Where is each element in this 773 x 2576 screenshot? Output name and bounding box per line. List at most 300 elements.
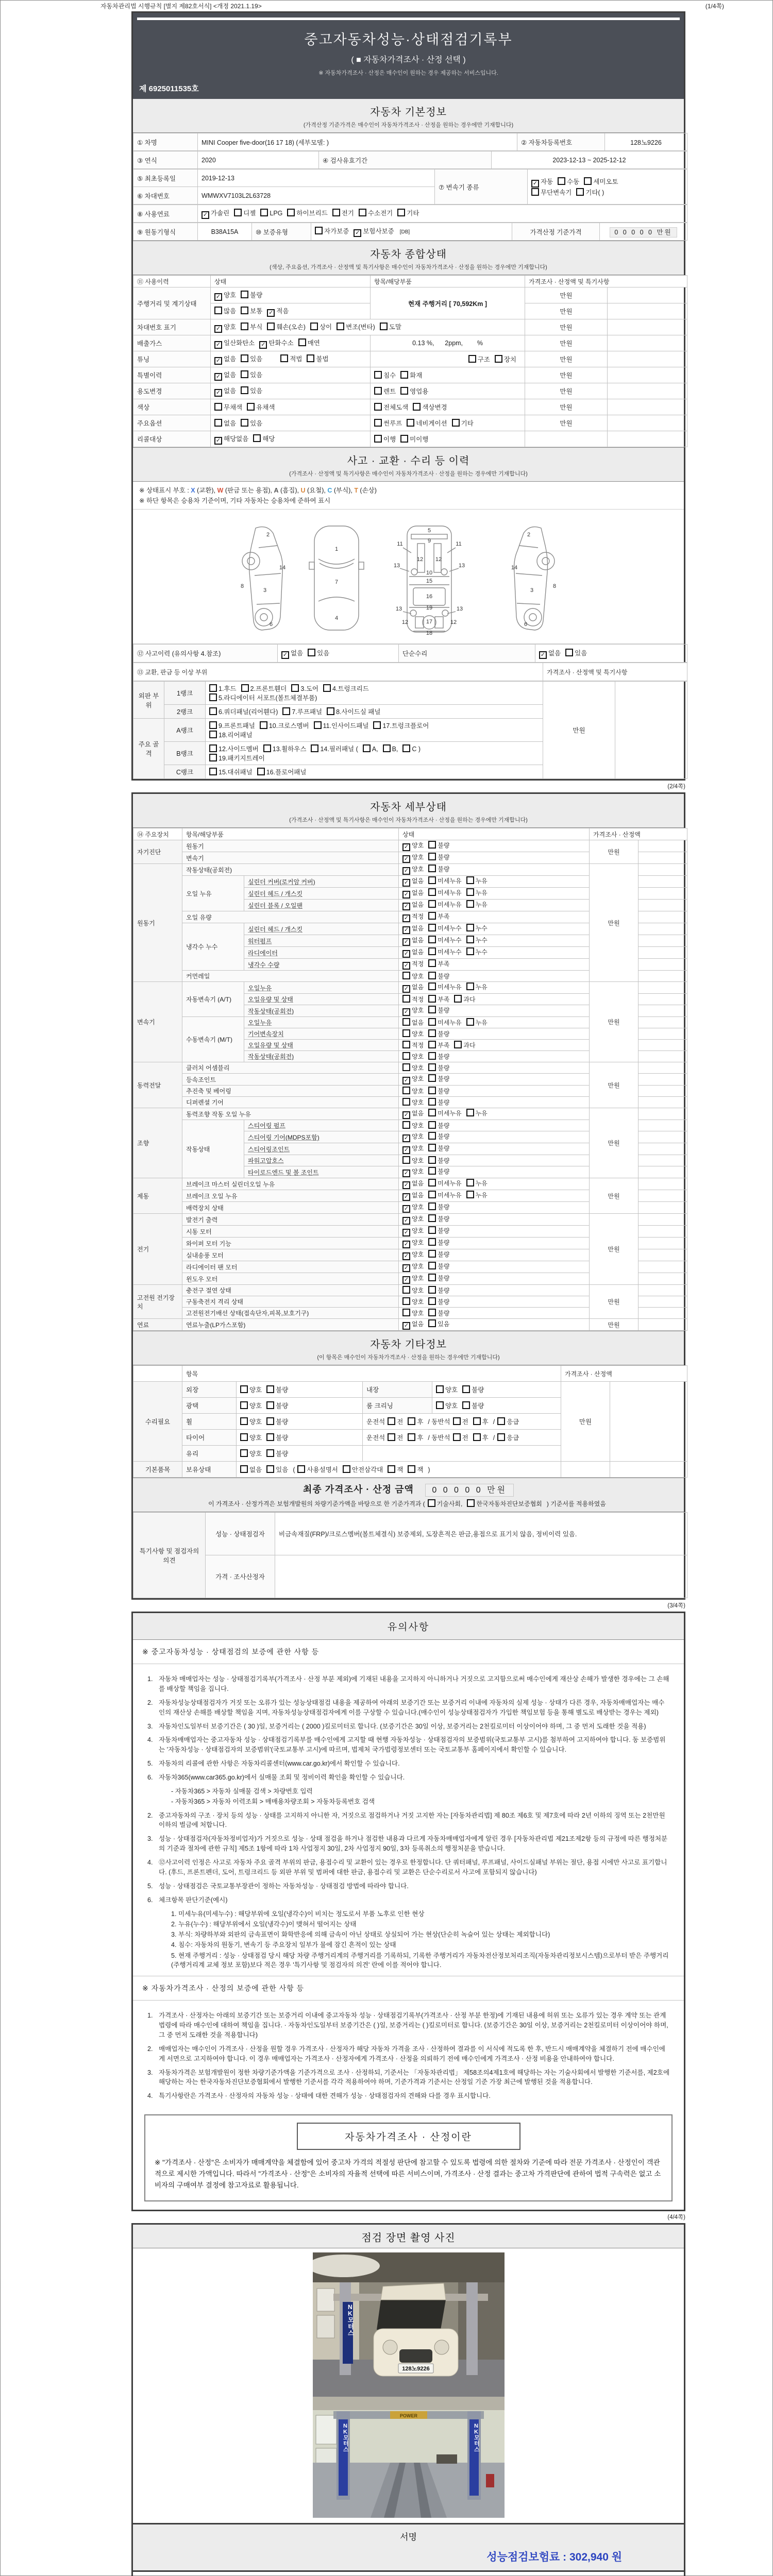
checkbox-후[interactable] bbox=[408, 1417, 423, 1426]
checkbox-장치[interactable] bbox=[495, 354, 516, 364]
checkbox-침수[interactable] bbox=[374, 370, 396, 380]
checkbox-상이[interactable] bbox=[310, 322, 332, 331]
checkbox-누수[interactable] bbox=[466, 936, 488, 944]
fuel-type[interactable] bbox=[198, 205, 687, 223]
checkbox-탄화수소[interactable] bbox=[259, 338, 293, 349]
checkbox-불량[interactable] bbox=[428, 1214, 449, 1223]
checkbox-불량[interactable] bbox=[428, 1074, 449, 1083]
checkbox-해당없음[interactable] bbox=[214, 434, 248, 445]
recall-target[interactable] bbox=[211, 431, 371, 447]
checkbox-미세누수[interactable] bbox=[428, 947, 461, 956]
cell bbox=[608, 415, 687, 431]
checkbox-불량[interactable] bbox=[266, 1417, 288, 1426]
tire-positions[interactable] bbox=[363, 1430, 561, 1446]
checkbox-없음[interactable] bbox=[214, 386, 236, 397]
room-cleaning[interactable] bbox=[432, 1398, 561, 1414]
checkbox-11.인사이드패널[interactable] bbox=[314, 721, 369, 730]
fuel-leak[interactable] bbox=[399, 1319, 590, 1331]
checkbox-양호[interactable] bbox=[214, 290, 236, 301]
accident-history[interactable] bbox=[278, 645, 399, 663]
checkbox-후[interactable] bbox=[408, 1433, 423, 1442]
checkbox-네비게이션[interactable] bbox=[407, 418, 447, 428]
wheel[interactable] bbox=[237, 1414, 363, 1430]
checkbox-미세누유[interactable] bbox=[428, 1179, 461, 1188]
checkbox-있음[interactable] bbox=[565, 648, 587, 657]
checkbox-없음[interactable] bbox=[402, 876, 424, 887]
panel-number-1: 1 bbox=[334, 546, 339, 552]
checkbox-불량[interactable] bbox=[428, 1250, 449, 1259]
checkbox-양호[interactable] bbox=[214, 322, 236, 333]
checkbox-양호[interactable] bbox=[402, 853, 424, 863]
checkbox-양호[interactable] bbox=[402, 865, 424, 875]
checkbox-한국자동차진단보증협회[interactable] bbox=[467, 1499, 542, 1508]
checkbox-해당[interactable] bbox=[253, 434, 275, 443]
inspection-insurance-fee: 성능점검보험료 : 302,940 원 bbox=[486, 2551, 622, 2563]
cv-joint[interactable] bbox=[399, 1074, 590, 1086]
at-oil-leak[interactable] bbox=[399, 982, 590, 994]
tuning-kind[interactable] bbox=[371, 351, 525, 367]
checkbox-없음[interactable] bbox=[402, 1018, 424, 1027]
checkbox-과다[interactable] bbox=[454, 995, 475, 1004]
wiper-motor[interactable] bbox=[399, 1238, 590, 1249]
checkbox-불량[interactable] bbox=[241, 290, 262, 299]
oil-leak-cover[interactable] bbox=[399, 876, 590, 888]
checkbox-없음[interactable] bbox=[240, 1465, 262, 1474]
checkbox-잭[interactable] bbox=[388, 1465, 403, 1474]
checkbox-양호[interactable] bbox=[402, 1074, 424, 1084]
hv-wiring[interactable] bbox=[399, 1308, 590, 1319]
checkbox-적음[interactable] bbox=[267, 306, 289, 317]
rankC-frames[interactable] bbox=[206, 765, 543, 779]
checkbox-잭[interactable] bbox=[408, 1465, 423, 1474]
checkbox-이행[interactable] bbox=[374, 434, 396, 444]
rankB-frames[interactable] bbox=[206, 742, 543, 765]
checkbox-양호[interactable] bbox=[240, 1433, 262, 1442]
checkbox-적정[interactable] bbox=[402, 995, 424, 1004]
special-history[interactable] bbox=[211, 367, 371, 383]
checkbox-전[interactable] bbox=[453, 1417, 468, 1426]
checkbox-양호[interactable] bbox=[402, 1167, 424, 1177]
checkbox-불량[interactable] bbox=[462, 1385, 484, 1394]
checkbox-전[interactable] bbox=[388, 1433, 403, 1442]
checkbox-도말[interactable] bbox=[380, 322, 401, 331]
checkbox-불량[interactable] bbox=[428, 972, 449, 980]
wheel-positions[interactable] bbox=[363, 1414, 561, 1430]
checkbox-보험사보증[interactable] bbox=[354, 226, 394, 237]
checkbox-양호[interactable] bbox=[240, 1417, 262, 1426]
checkbox-유채색[interactable] bbox=[247, 402, 275, 412]
checkbox-없음[interactable] bbox=[402, 924, 424, 934]
checkbox-불량[interactable] bbox=[428, 841, 449, 850]
checkbox-없음[interactable] bbox=[402, 1191, 424, 1201]
checkbox-16.플로어패널[interactable] bbox=[257, 767, 307, 776]
checkbox-불량[interactable] bbox=[266, 1385, 288, 1394]
mt-oil-level[interactable] bbox=[399, 1040, 590, 1051]
checkbox-수소전기[interactable] bbox=[359, 208, 393, 217]
coolant-leak-radiator[interactable] bbox=[399, 947, 590, 959]
checkbox-양호[interactable] bbox=[402, 1297, 424, 1306]
engine-idle[interactable] bbox=[399, 864, 590, 876]
checkbox-양호[interactable] bbox=[402, 1029, 424, 1038]
vin-marking[interactable] bbox=[211, 319, 525, 335]
checkbox-icon bbox=[428, 1297, 436, 1305]
checkbox-양호[interactable] bbox=[402, 1121, 424, 1130]
rank1-panels[interactable] bbox=[206, 682, 543, 705]
coolant-leak-head[interactable] bbox=[399, 923, 590, 935]
checkbox-5.라디에이터 서포트(볼트체결부품)[interactable] bbox=[209, 693, 317, 702]
checkbox-있음[interactable] bbox=[266, 1465, 288, 1474]
checkbox-있음[interactable] bbox=[308, 648, 329, 657]
checkbox-전[interactable] bbox=[453, 1433, 468, 1442]
checkbox-불법[interactable] bbox=[307, 354, 328, 363]
propshaft[interactable] bbox=[399, 1086, 590, 1097]
checkbox-불량[interactable] bbox=[428, 1156, 449, 1165]
checkbox-미세누수[interactable] bbox=[428, 936, 461, 944]
checkbox-미세누유[interactable] bbox=[428, 876, 461, 885]
checkbox-과다[interactable] bbox=[454, 1041, 475, 1049]
checkbox-label: 유채색 bbox=[256, 404, 275, 411]
checkbox-부족[interactable] bbox=[428, 912, 449, 921]
checkbox-불량[interactable] bbox=[428, 1274, 449, 1282]
common-rail[interactable] bbox=[399, 971, 590, 982]
cell bbox=[638, 1120, 687, 1131]
options-kind[interactable] bbox=[371, 415, 525, 431]
at-oil-level[interactable] bbox=[399, 994, 590, 1005]
checkbox-없음[interactable] bbox=[214, 370, 236, 381]
checkbox-불량[interactable] bbox=[266, 1449, 288, 1458]
checkbox-누유[interactable] bbox=[466, 888, 488, 897]
checkbox-무단변속기[interactable] bbox=[531, 188, 572, 197]
tie-rod[interactable] bbox=[399, 1166, 590, 1178]
checkbox-기타[interactable] bbox=[397, 208, 419, 217]
checkbox-누유[interactable] bbox=[466, 876, 488, 885]
checkbox-19.패키지트레이[interactable] bbox=[209, 753, 265, 762]
mt-gearshift[interactable] bbox=[399, 1028, 590, 1040]
mileage-amount[interactable] bbox=[211, 303, 371, 319]
checkbox-미세누유[interactable] bbox=[428, 1018, 461, 1027]
checkbox-양호[interactable] bbox=[402, 1250, 424, 1260]
checkbox-양호[interactable] bbox=[402, 841, 424, 851]
checkbox-기술사회,[interactable] bbox=[428, 1499, 463, 1508]
checkbox-수동[interactable] bbox=[558, 177, 579, 186]
checkbox-양호[interactable] bbox=[240, 1449, 262, 1458]
checkbox-가솔린[interactable] bbox=[201, 208, 229, 219]
checkbox-적정[interactable] bbox=[402, 959, 424, 970]
checkbox-있음[interactable] bbox=[241, 418, 262, 428]
checkbox-일산화탄소[interactable] bbox=[214, 338, 255, 349]
checkbox-전체도색[interactable] bbox=[374, 402, 408, 412]
checkbox-불량[interactable] bbox=[428, 1297, 449, 1306]
brake-booster[interactable] bbox=[399, 1202, 590, 1214]
special-history-kind[interactable] bbox=[371, 367, 525, 383]
checkbox-불량[interactable] bbox=[428, 1202, 449, 1211]
cell-text: 오일 유량 bbox=[186, 913, 212, 921]
checkbox-불량[interactable] bbox=[428, 1144, 449, 1153]
checkbox-불량[interactable] bbox=[428, 1098, 449, 1107]
checkbox-2.프론트휀더[interactable] bbox=[241, 684, 287, 693]
checkbox-불량[interactable] bbox=[428, 1087, 449, 1095]
clutch[interactable] bbox=[399, 1062, 590, 1074]
checkbox-자가보증[interactable] bbox=[315, 226, 349, 235]
checkbox-불량[interactable] bbox=[266, 1433, 288, 1442]
checkbox-불량[interactable] bbox=[428, 1029, 449, 1038]
checkbox-기타( )[interactable] bbox=[576, 188, 604, 197]
checkbox-불량[interactable] bbox=[428, 1063, 449, 1072]
checkbox-훼손(오손)[interactable] bbox=[267, 322, 306, 331]
checkbox-화재[interactable] bbox=[400, 370, 422, 380]
checkbox-양호[interactable] bbox=[402, 1262, 424, 1272]
ps-oil-leak[interactable] bbox=[399, 1108, 590, 1120]
checkbox-양호[interactable] bbox=[402, 1286, 424, 1295]
checkbox-자동[interactable] bbox=[531, 177, 553, 188]
warranty-type[interactable] bbox=[311, 223, 512, 241]
color-change[interactable] bbox=[371, 399, 525, 415]
checkbox-10.크로스멤버[interactable] bbox=[260, 721, 309, 730]
checkbox-응급[interactable] bbox=[497, 1433, 519, 1442]
checkbox-불량[interactable] bbox=[428, 853, 449, 861]
checkbox-없음[interactable] bbox=[402, 1319, 424, 1330]
checkbox-누유[interactable] bbox=[466, 1191, 488, 1199]
checkbox-양호[interactable] bbox=[402, 1156, 424, 1165]
checkbox-썬루프[interactable] bbox=[374, 418, 402, 428]
checkbox-누유[interactable] bbox=[466, 1109, 488, 1117]
brake-oil[interactable] bbox=[399, 1190, 590, 1202]
checkbox-양호[interactable] bbox=[402, 1202, 424, 1213]
checkbox-불량[interactable] bbox=[428, 1262, 449, 1270]
checkbox-양호[interactable] bbox=[402, 1132, 424, 1142]
checkbox-불량[interactable] bbox=[428, 1052, 449, 1061]
checkbox-누수[interactable] bbox=[466, 924, 488, 933]
checkbox-누유[interactable] bbox=[466, 982, 488, 991]
checkbox-7.루프패널[interactable] bbox=[282, 707, 322, 716]
selfdiag-transmission[interactable] bbox=[399, 852, 590, 864]
checkbox-13.휠하우스[interactable] bbox=[263, 744, 307, 753]
checkbox-전기[interactable] bbox=[332, 208, 354, 217]
checkbox-부족[interactable] bbox=[428, 959, 449, 968]
oil-level[interactable] bbox=[399, 911, 590, 923]
steering-joint[interactable] bbox=[399, 1143, 590, 1155]
checkbox-누수[interactable] bbox=[466, 947, 488, 956]
checkbox-미세누유[interactable] bbox=[428, 888, 461, 897]
checkbox-C )[interactable] bbox=[402, 744, 421, 753]
checkbox-적법[interactable] bbox=[280, 354, 302, 363]
final-price-note[interactable] bbox=[133, 1499, 684, 1508]
checkbox-6.쿼더패널(리어휀다)[interactable] bbox=[209, 707, 278, 716]
basic-items[interactable] bbox=[237, 1462, 561, 1478]
checkbox-없음[interactable] bbox=[539, 648, 561, 659]
checkbox-없음[interactable] bbox=[402, 888, 424, 899]
checkbox-변조(변타)[interactable] bbox=[337, 322, 375, 331]
recall-done[interactable] bbox=[371, 431, 525, 447]
checkbox-불량[interactable] bbox=[428, 1132, 449, 1141]
checkbox-양호[interactable] bbox=[402, 1052, 424, 1061]
checkbox-양호[interactable] bbox=[402, 972, 424, 980]
checkbox-불량[interactable] bbox=[428, 1167, 449, 1176]
checkbox-양호[interactable] bbox=[402, 1238, 424, 1248]
checkbox-양호[interactable] bbox=[402, 1274, 424, 1284]
checkbox-양호[interactable] bbox=[402, 1214, 424, 1225]
checkbox-18.리어패널[interactable] bbox=[209, 730, 253, 739]
checkbox-3.도어[interactable] bbox=[291, 684, 318, 693]
at-idle[interactable] bbox=[399, 1005, 590, 1017]
checkbox-구조[interactable] bbox=[468, 354, 490, 364]
steering-pump[interactable] bbox=[399, 1120, 590, 1131]
checkbox-9.프론트패널[interactable] bbox=[209, 721, 255, 730]
checkbox-세미오토[interactable] bbox=[584, 177, 618, 186]
checkbox-후[interactable] bbox=[473, 1417, 489, 1426]
mt-idle[interactable] bbox=[399, 1051, 590, 1062]
checkbox-누유[interactable] bbox=[466, 1179, 488, 1188]
oil-leak-head[interactable] bbox=[399, 888, 590, 900]
polish[interactable] bbox=[237, 1398, 363, 1414]
checkbox-불량[interactable] bbox=[428, 1121, 449, 1130]
transmission-type[interactable] bbox=[528, 170, 687, 205]
checkbox-1.후드[interactable] bbox=[209, 684, 237, 693]
checkbox-양호[interactable] bbox=[402, 1087, 424, 1095]
charge-port[interactable] bbox=[399, 1285, 590, 1296]
checkbox-불량[interactable] bbox=[266, 1401, 288, 1410]
checkbox-불량[interactable] bbox=[428, 865, 449, 873]
checkbox-영업용[interactable] bbox=[400, 386, 428, 396]
checkbox-적정[interactable] bbox=[402, 912, 424, 922]
checkbox-14.필러패널 ([interactable] bbox=[311, 744, 358, 753]
checkbox-4.트렁크리드[interactable] bbox=[323, 684, 369, 693]
tuning[interactable] bbox=[211, 351, 371, 367]
checkbox-없음[interactable] bbox=[214, 418, 236, 428]
checkbox-있음[interactable] bbox=[428, 1319, 449, 1328]
checkbox-없음[interactable] bbox=[402, 982, 424, 993]
checkbox-사용설명서[interactable] bbox=[297, 1465, 338, 1474]
checkbox-매연[interactable] bbox=[298, 338, 320, 347]
checkbox-전[interactable] bbox=[388, 1417, 403, 1426]
checkbox-양호[interactable] bbox=[402, 1309, 424, 1317]
checkbox-미세누수[interactable] bbox=[428, 924, 461, 933]
checkbox-색상변경[interactable] bbox=[413, 402, 447, 412]
rank2-panels[interactable] bbox=[206, 705, 543, 719]
checkbox-없음[interactable] bbox=[214, 354, 236, 365]
differential[interactable] bbox=[399, 1097, 590, 1108]
checkbox-누유[interactable] bbox=[466, 900, 488, 909]
color[interactable] bbox=[211, 399, 371, 415]
emission[interactable] bbox=[211, 335, 371, 351]
checkbox-불량[interactable] bbox=[428, 1286, 449, 1295]
checkbox-미세누유[interactable] bbox=[428, 982, 461, 991]
checkbox-안전삼각대[interactable] bbox=[343, 1465, 383, 1474]
checkbox-부족[interactable] bbox=[428, 1041, 449, 1049]
checkbox-무채색[interactable] bbox=[214, 402, 242, 412]
checkbox-있음[interactable] bbox=[241, 386, 262, 395]
coolant-level[interactable] bbox=[399, 959, 590, 971]
fan-motor[interactable] bbox=[399, 1261, 590, 1273]
checkbox-누유[interactable] bbox=[466, 1018, 488, 1027]
checkbox-양호[interactable] bbox=[436, 1401, 458, 1410]
interior[interactable] bbox=[432, 1382, 561, 1398]
selfdiag-engine[interactable] bbox=[399, 840, 590, 852]
usage-change[interactable] bbox=[211, 383, 371, 399]
blower-motor[interactable] bbox=[399, 1249, 590, 1261]
coolant-leak-pump[interactable] bbox=[399, 935, 590, 947]
checkbox-없음[interactable] bbox=[402, 1179, 424, 1189]
checkbox-많음[interactable] bbox=[214, 306, 236, 315]
glass[interactable] bbox=[237, 1446, 363, 1462]
checkbox-양호[interactable] bbox=[402, 1226, 424, 1236]
checkbox-있음[interactable] bbox=[241, 354, 262, 363]
checkbox-부족[interactable] bbox=[428, 995, 449, 1004]
checkbox-불량[interactable] bbox=[428, 1238, 449, 1247]
checkbox-하이브리드[interactable] bbox=[287, 208, 327, 217]
checkbox-없음[interactable] bbox=[402, 900, 424, 910]
checkbox-양호[interactable] bbox=[240, 1401, 262, 1410]
checkbox-없음[interactable] bbox=[402, 1109, 424, 1119]
checkbox-불량[interactable] bbox=[428, 1006, 449, 1014]
checkbox-없음[interactable] bbox=[402, 947, 424, 958]
checkbox-양호[interactable] bbox=[402, 1063, 424, 1072]
checkbox-미세누유[interactable] bbox=[428, 1109, 461, 1117]
checkbox-보통[interactable] bbox=[241, 306, 262, 315]
checkbox-15.대쉬패널[interactable] bbox=[209, 767, 253, 776]
checkbox-8.사이드실 패널[interactable] bbox=[327, 707, 380, 716]
options[interactable] bbox=[211, 415, 371, 431]
checkbox-불량[interactable] bbox=[428, 1226, 449, 1235]
checkbox-렌트[interactable] bbox=[374, 386, 396, 396]
exterior[interactable] bbox=[237, 1382, 363, 1398]
checkbox-LPG[interactable] bbox=[260, 209, 282, 217]
alternator[interactable] bbox=[399, 1214, 590, 1226]
checkbox-응급[interactable] bbox=[497, 1417, 519, 1426]
checkbox-A,[interactable] bbox=[363, 744, 378, 753]
checkbox-기타[interactable] bbox=[452, 418, 474, 428]
cell bbox=[590, 982, 638, 1062]
checkbox-없음[interactable] bbox=[402, 936, 424, 946]
window-motor[interactable] bbox=[399, 1273, 590, 1285]
checkbox-디젤[interactable] bbox=[234, 208, 256, 217]
simple-repair[interactable] bbox=[535, 645, 687, 663]
checkbox-양호[interactable] bbox=[402, 1144, 424, 1154]
checkbox-B,[interactable] bbox=[383, 744, 398, 753]
checkbox-양호[interactable] bbox=[240, 1385, 262, 1394]
checkbox-label: 양호 bbox=[412, 1287, 424, 1294]
checkbox-icon bbox=[332, 209, 340, 216]
checkbox-양호[interactable] bbox=[436, 1385, 458, 1394]
odometer-state[interactable] bbox=[211, 287, 371, 303]
checkbox-불량[interactable] bbox=[428, 1309, 449, 1317]
oil-leak-block[interactable] bbox=[399, 900, 590, 911]
cell bbox=[525, 351, 608, 367]
checkbox-미이행[interactable] bbox=[400, 434, 428, 444]
checkbox-부식[interactable] bbox=[241, 322, 262, 331]
brake-master[interactable] bbox=[399, 1178, 590, 1190]
checkbox-적정[interactable] bbox=[402, 1041, 424, 1049]
starter-motor[interactable] bbox=[399, 1226, 590, 1238]
checkbox-없음[interactable] bbox=[281, 648, 303, 659]
usage-change-kind[interactable] bbox=[371, 383, 525, 399]
checkbox-후[interactable] bbox=[473, 1433, 489, 1442]
mt-oil-leak[interactable] bbox=[399, 1017, 590, 1028]
checkbox-양호[interactable] bbox=[402, 1006, 424, 1016]
checkbox-17.트렁크플로어[interactable] bbox=[373, 721, 429, 730]
checkbox-양호[interactable] bbox=[402, 1098, 424, 1107]
checkbox-미세누유[interactable] bbox=[428, 1191, 461, 1199]
battery-isolation[interactable] bbox=[399, 1296, 590, 1308]
checkbox-미세누유[interactable] bbox=[428, 900, 461, 909]
power-hose[interactable] bbox=[399, 1155, 590, 1166]
checkbox-불량[interactable] bbox=[462, 1401, 484, 1410]
checkbox-12.사이드멤버[interactable] bbox=[209, 744, 259, 753]
checkbox-있음[interactable] bbox=[241, 370, 262, 379]
rankA-frames[interactable] bbox=[206, 719, 543, 742]
steering-gear[interactable] bbox=[399, 1131, 590, 1143]
tire[interactable] bbox=[237, 1430, 363, 1446]
